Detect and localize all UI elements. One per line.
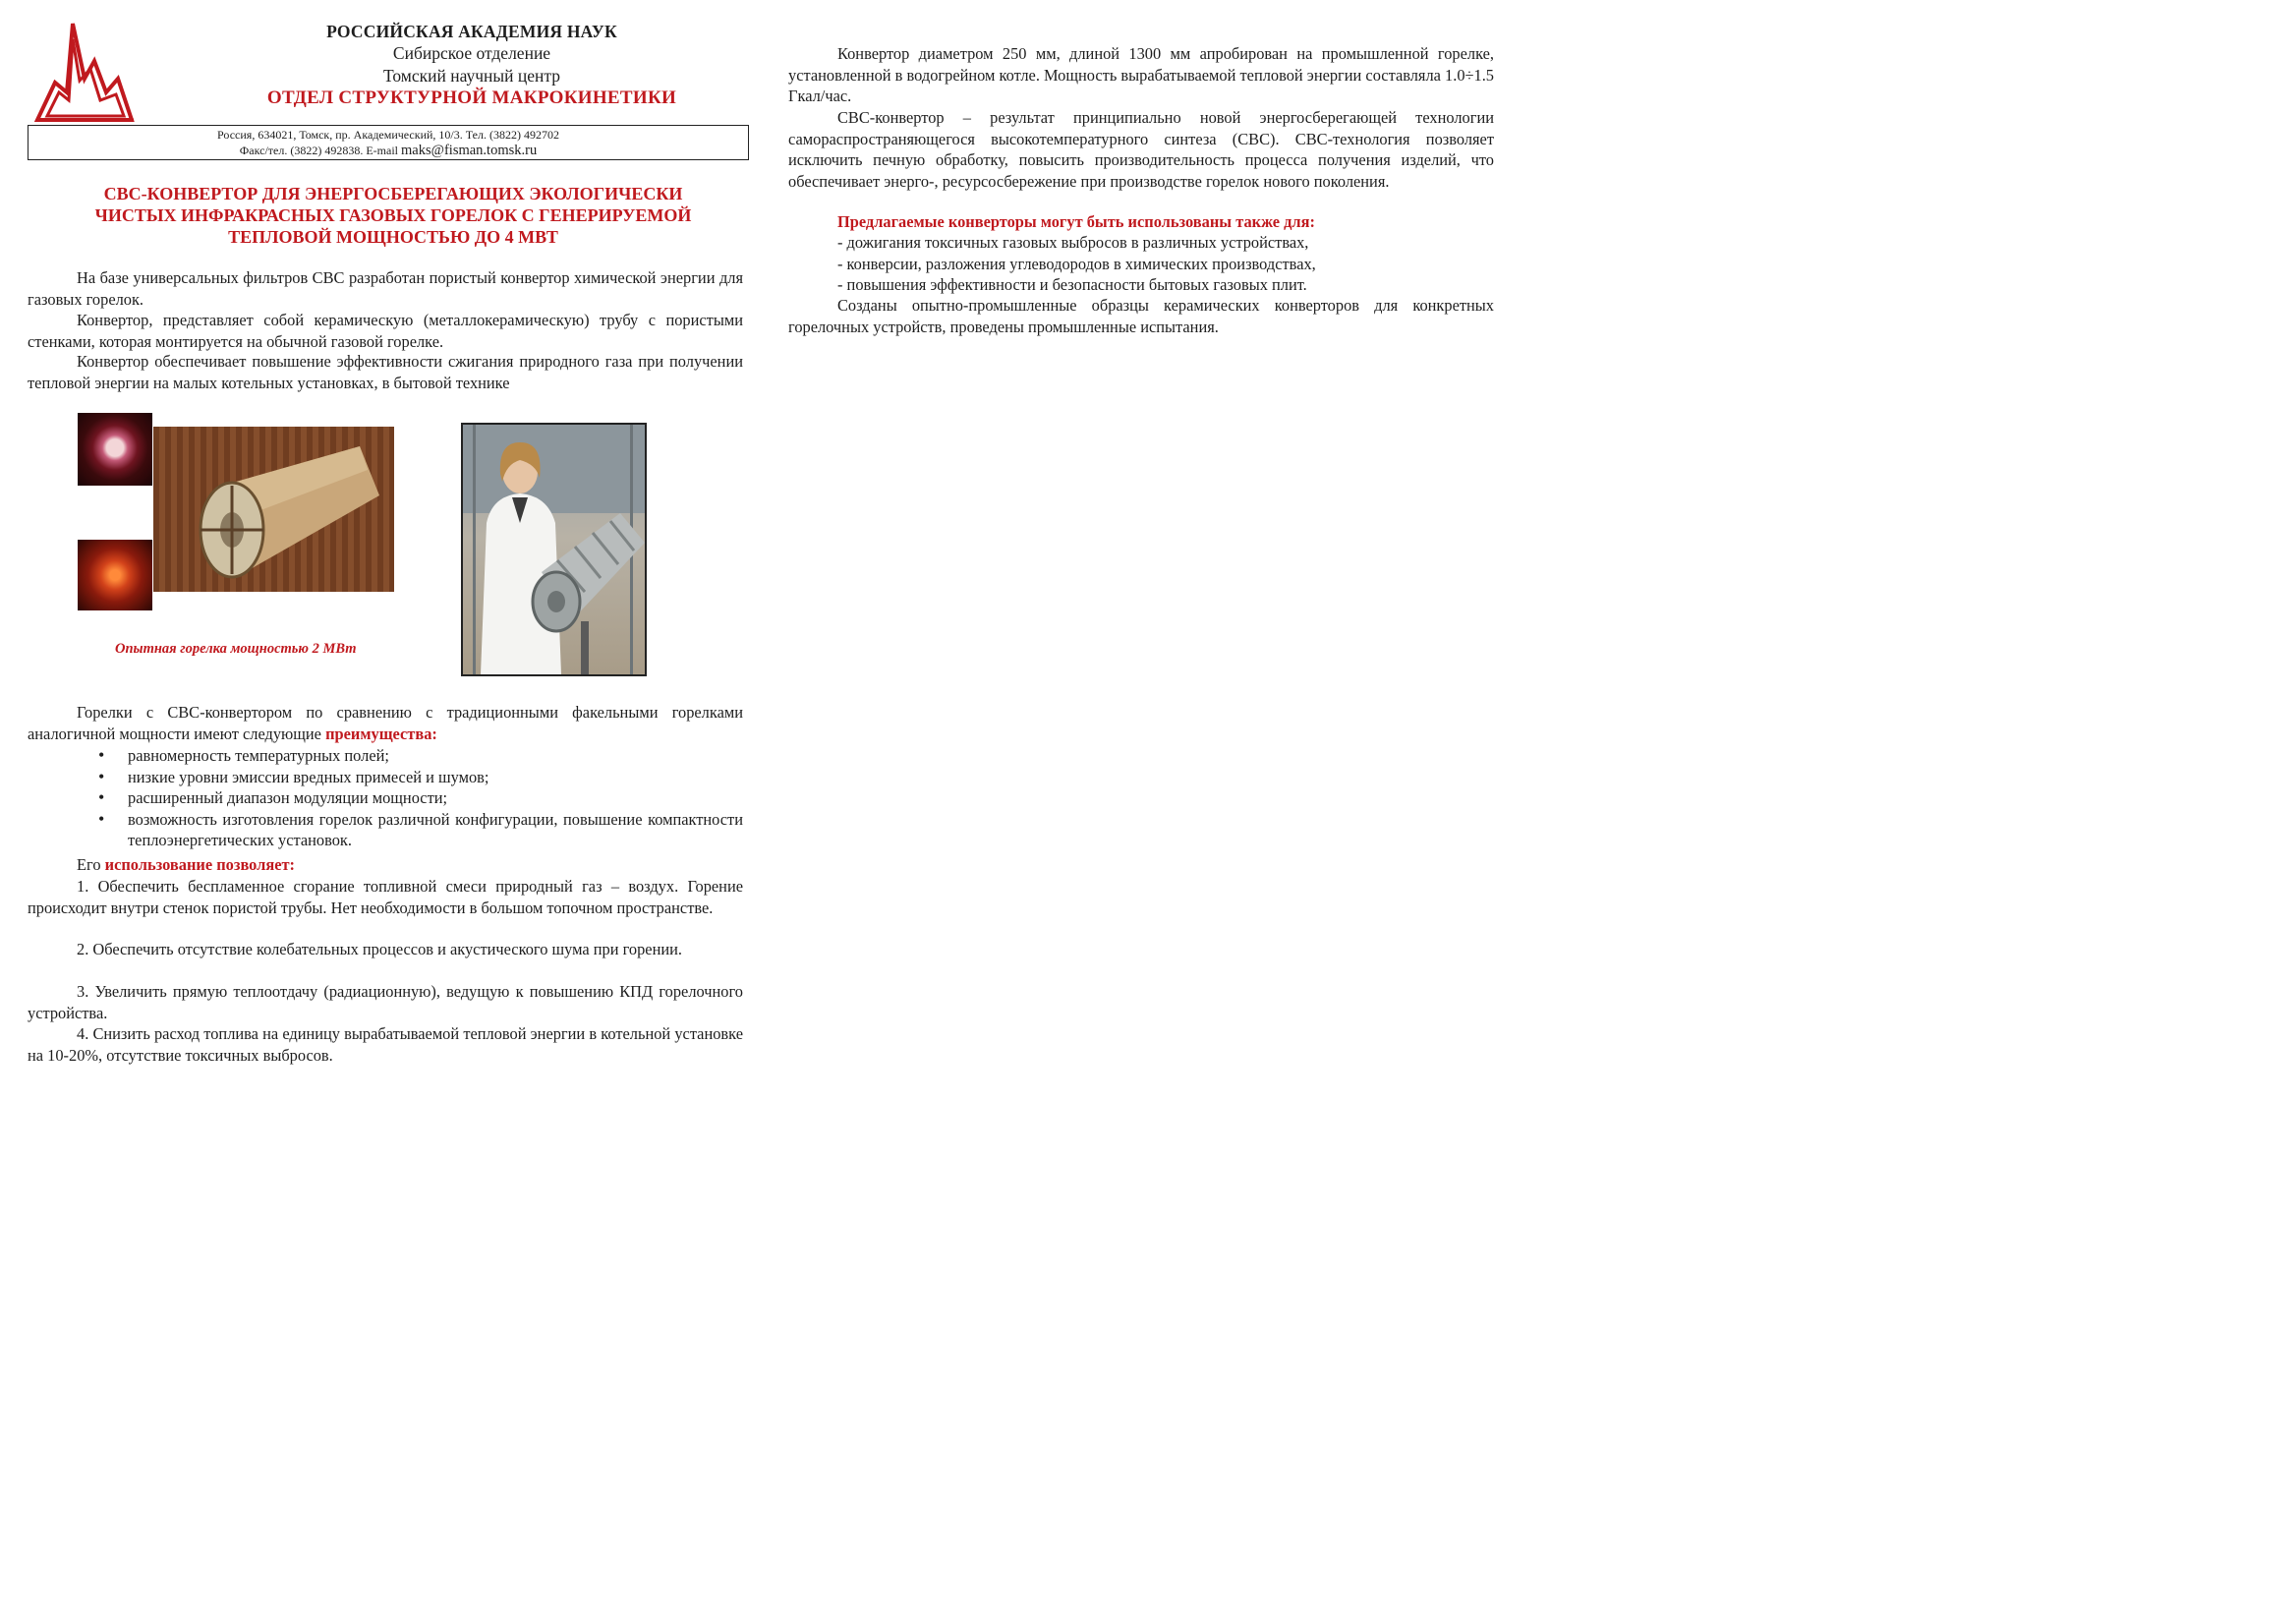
list-item: • расширенный диапазон модуляции мощности; [98,787,743,809]
technology-paragraph: СВС-конвертор – результат принципиально новой энергосберегающей технологии самораспространяющегося высокотемпературного синтеза (СВС). СВС-технология позволяет исключить печную обработку, повысить производительность процесса получения изделий, что обеспечивает энерго-, ресурсосбережение при производстве горелок нового поколения. [788,108,1494,191]
intro-paragraph: На базе универсальных фильтров СВС разработан пористый конвертор химической энергии для газовых горелок. [28,268,743,309]
usage-heading [28,854,743,876]
academy-name: РОССИЙСКАЯ АКАДЕМИЯ НАУК [326,22,617,41]
test-results-paragraph: Конвертор диаметром 250 мм, длиной 1300 мм апробирован на промышленной горелке, установленной в водогрейном котле. Мощность вырабатываемой тепловой энергии составляла 1.0÷1.5 Гкал/час. [788,44,1494,105]
photo-caption: Опытная горелка мощностью 2 МВт [115,641,357,657]
branch-name: Сибирское отделение [392,43,551,63]
usage-item-4: 4. Снизить расход топлива на единицу вырабатываемой тепловой энергии в котельной установке на 10-20%, отсутствие токсичных выбросов. [28,1024,743,1065]
usage-heading-keyword: использование позволяет: [104,855,296,874]
researcher-photo [461,423,647,676]
address-box [28,125,749,160]
converter-description-paragraph: Конвертор, представляет собой керамическую (металлокерамическую) трубу с пористыми стенками, которая монтируется на обычной газовой горелке. [28,311,743,351]
address-line: Россия, 634021, Томск, пр. Академический, 10/3. Тел. (3822) 492702 [217,128,559,142]
department-name: ОТДЕЛ СТРУКТУРНОЙ МАКРОКИНЕТИКИ [266,87,677,108]
document-title [39,183,747,248]
list-item: - повышения эффективности и безопасности бытовых газовых плит. [837,275,1307,294]
list-item: • возможность изготовления горелок различной конфигурации, повышение компактности теплоэнергетических установок. [98,809,743,851]
prototypes-paragraph: Созданы опытно-промышленные образцы керамических конверторов для конкретных горелочных устройств, проведены промышленные испытания. [788,296,1494,336]
list-item: • низкие уровни эмиссии вредных примесей и шумов; [98,767,743,788]
flame-photo-bottom [78,540,152,610]
usage-item-3: 3. Увеличить прямую теплоотдачу (радиационную), ведущую к повышению КПД горелочного устройства. [28,982,743,1022]
advantages-intro [28,702,743,744]
advantages-intro-text: Горелки с СВС-конвертором по сравнению с традиционными факельными горелками аналогичной мощности имеют следующие [28,703,743,743]
efficiency-paragraph: Конвертор обеспечивает повышение эффективности сжигания природного газа при получении тепловой энергии на малых котельных установках, в бытовой технике [28,352,743,392]
email-link[interactable]: maks@fisman.tomsk.ru [401,143,538,158]
burner-photo [153,427,394,592]
title-line-3: ТЕПЛОВОЙ МОЩНОСТЬЮ ДО 4 МВТ [228,227,558,247]
burner-illustration [153,427,394,592]
flame-photo-top [78,413,152,486]
researcher-illustration [463,425,645,674]
list-item: - дожигания токсичных газовых выбросов в различных устройствах, [837,233,1309,252]
usage-item-1: 1. Обеспечить беспламенное сгорание топливной смеси природный газ – воздух. Горение происходит внутри стенок пористой трубы. Нет необходимости в большом топочном пространстве. [28,877,743,917]
applications-heading: Предлагаемые конверторы могут быть использованы также для: [837,212,1315,231]
title-line-2: ЧИСТЫХ ИНФРАКРАСНЫХ ГАЗОВЫХ ГОРЕЛОК С ГЕНЕРИРУЕМОЙ [94,205,692,225]
fax-text: Факс/тел. (3822) 492838. E-mail [239,144,401,157]
center-name: Томский научный центр [382,66,560,86]
advantages-list [98,745,743,851]
list-item: • равномерность температурных полей; [98,745,743,767]
list-item: - конверсии, разложения углеводородов в химических производствах, [837,254,1316,273]
contact-line [29,143,748,158]
ras-lightning-logo-icon [33,22,136,124]
applications-list [837,232,1316,296]
title-line-1: СВС-КОНВЕРТОР ДЛЯ ЭНЕРГОСБЕРЕГАЮЩИХ ЭКОЛОГИЧЕСКИ [103,184,683,203]
usage-item-2: 2. Обеспечить отсутствие колебательных процессов и акустического шума при горении. [77,940,682,958]
advantages-keyword: преимущества: [325,724,437,743]
usage-heading-prefix: Его [77,855,105,874]
